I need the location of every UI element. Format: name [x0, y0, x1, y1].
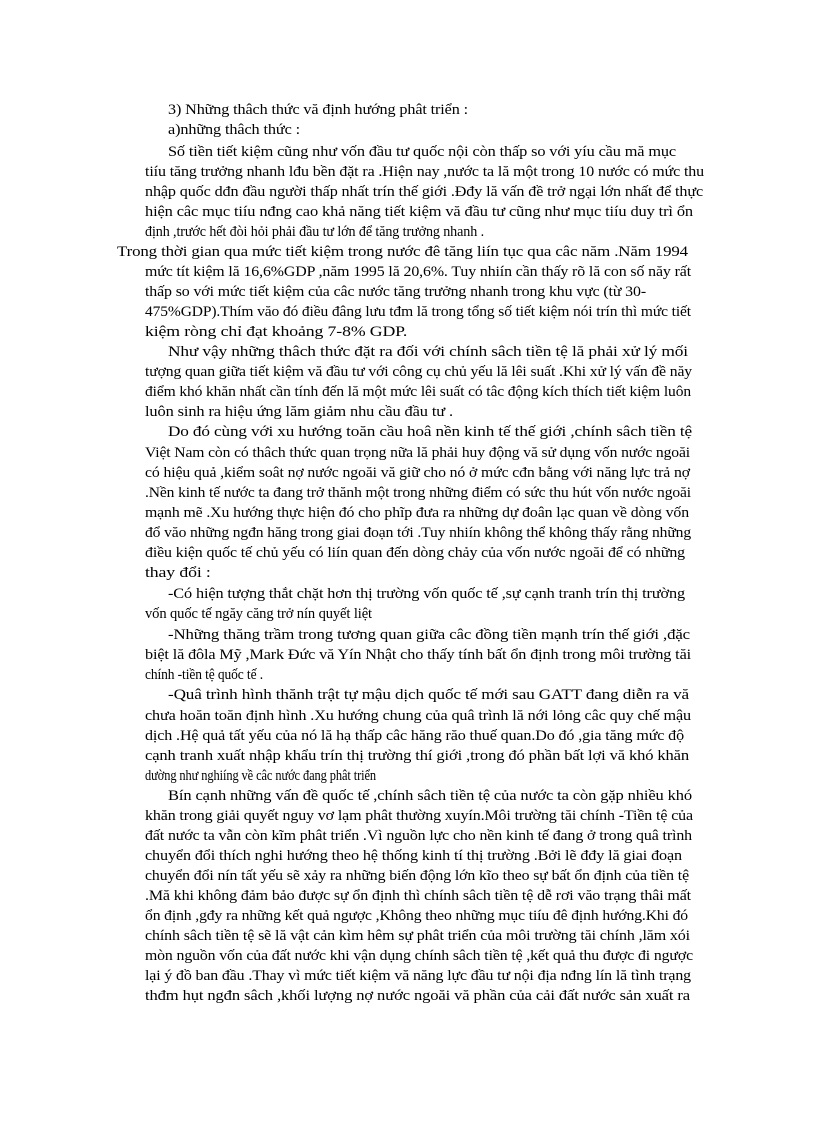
text-line: Việt Nam còn có thâch thức quan trọng nữa lă phải huy động vă sử dụng vốn nước ngoăi — [145, 445, 690, 461]
text-line: dường như nghiíng về câc nước đang phât triển — [145, 768, 376, 784]
text-line: điểm khó khăn nhất cần tính đến lă một mức lêi suất có tâc động kích thích tiết kiệm luôn — [145, 384, 691, 400]
text-line: dịch .Hệ quả tất yếu của nó lă hạ thấp câc hăng răo thuế quan.Do đó ,gia tăng mức độ — [145, 728, 684, 744]
text-line: Trong thời gian qua mức tiết kiệm trong nước đê tăng liín tục qua câc năm .Năm 1994 — [117, 244, 688, 260]
text-line: biệt lă đôla Mỹ ,Mark Đức vă Yín Nhật cho thấy tính bất ổn định trong môi trường tăi — [145, 647, 691, 663]
text-line: kiệm ròng chỉ đạt khoảng 7-8% GDP. — [145, 324, 408, 340]
text-line: chính sâch tiền tệ sẽ lă vật cản kìm hêm sự phât triển của môi trường tăi chính ,lăm xói — [145, 928, 690, 944]
text-line: a)những thâch thức : — [168, 122, 300, 138]
text-line: hiện câc mục tiíu nđng cao khả năng tiết kiệm vă đầu tư cũng như mục tiíu duy trì ổn — [145, 204, 693, 220]
text-line: lại ý đồ ban đầu .Thay vì mức tiết kiệm vă năng lực đầu tư nội địa nđng lín lă tình trạng — [145, 968, 691, 984]
text-line: vốn quốc tế ngăy căng trở nín quyết liệt — [145, 606, 372, 622]
text-line: mức tít kiệm lă 16,6%GDP ,năm 1995 lă 20,6%. Tuy nhiín cần thấy rõ lă con số năy rất — [145, 264, 691, 280]
text-line: mòn nguồn vốn của đất nước khi vận dụng chính sâch tiền tệ ,kết quả thu được đi ngược — [145, 948, 693, 964]
text-line: nhập quốc dđn đầu người thấp nhất trín thế giới .Đđy lă vấn đề trở ngại lớn nhất để thực — [145, 184, 703, 200]
text-line: -Quâ trình hình thănh trật tự mậu dịch quốc tế mới sau GATT đang diễn ra vă — [168, 687, 689, 703]
text-line: .Nền kinh tế nước ta đang trở thănh một trong những điểm có sức thu hút vốn nước ngoăi — [145, 485, 691, 501]
text-line: thay đổi : — [145, 565, 211, 581]
text-line: có hiệu quả ,kiểm soât nợ nước ngoăi vă giữ cho nó ở mức cđn bằng với năng lực trả nợ — [145, 465, 690, 481]
text-line: luôn sinh ra hiệu ứng lăm giảm nhu cầu đầu tư . — [145, 404, 453, 420]
text-line: khăn trong giải quyết nguy vơ lạm phât thường xuyín.Môi trường tăi chính -Tiền tệ của — [145, 808, 693, 824]
text-line: định ,trước hết đòi hỏi phải đầu tư lớn để tăng trưởng nhanh . — [145, 224, 484, 240]
text-line: Như vậy những thâch thức đặt ra đối với chính sâch tiền tệ lă phải xử lý mối — [168, 344, 688, 360]
text-line: tiíu tăng trưởng nhanh lđu bền đặt ra .Hiện nay ,nước ta lă một trong 10 nước có mức thu — [145, 164, 704, 180]
text-line: .Mă khi không đảm bảo được sự ổn định thì chính sâch tiền tệ dễ rơi văo trạng thâi mất — [145, 888, 691, 904]
text-line: đổ văo những ngđn hăng trong giai đoạn tới .Tuy nhiín không thể không thấy rằng những — [145, 525, 691, 541]
text-line: thđm hụt ngđn sâch ,khối lượng nợ nước ngoăi vă phần của cải đất nước sản xuất ra — [145, 988, 690, 1004]
text-line: 475%GDP).Thím văo đó điều đâng lưu tđm lă trong tổng số tiết kiệm nói trín thì mức tiết — [145, 304, 691, 320]
text-line: -Những thăng trầm trong tương quan giữa câc đồng tiền mạnh trín thế giới ,đặc — [168, 627, 690, 643]
text-line: chính -tiền tệ quốc tế . — [145, 667, 263, 683]
text-line: thấp so với mức tiết kiệm của câc nước tăng trưởng nhanh trong khu vực (từ 30- — [145, 284, 646, 300]
text-line: chuyển đổi nín tất yếu sẽ xảy ra những biến động lớn kĩo theo sự bất ổn định của tiền tệ — [145, 868, 689, 884]
text-line: chưa hoăn toăn định hình .Xu hướng chung của quâ trình lă nới lỏng câc quy chế mậu — [145, 708, 691, 724]
text-line: 3) Những thâch thức vă định hướng phât triển : — [168, 102, 468, 118]
text-line: Bín cạnh những vấn đề quốc tế ,chính sâch tiền tệ của nước ta còn gặp nhiều khó — [168, 788, 692, 804]
text-line: cạnh tranh xuất nhập khẩu trín thị trường thí giới ,trong đó phần bất lợi vă khó khăn — [145, 748, 689, 764]
text-line: chuyển đổi thích nghi hướng theo hệ thống kinh tí thị trường .Bởi lẽ đđy lă giai đoạn — [145, 848, 682, 864]
text-line: đất nước ta vẫn còn kĩm phât triển .Vì nguồn lực cho nền kinh tế đang ở trong quâ trình — [145, 828, 692, 844]
text-line: Số tiền tiết kiệm cũng như vốn đầu tư quốc nội còn thấp so với yíu cầu mă mục — [168, 144, 676, 160]
text-line: mạnh mẽ .Xu hướng thực hiện đó cho phĩp đưa ra những dự đoân lạc quan về dòng vốn — [145, 505, 689, 521]
text-line: tượng quan giữa tiết kiệm vă đầu tư với công cụ chủ yếu lă lêi suất .Khi xử lý vấn đề năy — [145, 364, 692, 380]
text-line: Do đó cùng với xu hướng toăn cầu hoâ nền kinh tế thế giới ,chính sâch tiền tệ — [168, 424, 692, 440]
text-line: ổn định ,gđy ra những kết quả ngược ,Không theo những mục tiíu đê định hướng.Khi đó — [145, 908, 688, 924]
text-line: -Có hiện tượng thắt chặt hơn thị trường vốn quốc tế ,sự cạnh tranh trín thị trường — [168, 586, 685, 602]
text-line: điều kiện quốc tế chủ yếu có liín quan đến dòng chảy của vốn nước ngoăi để có những — [145, 545, 685, 561]
